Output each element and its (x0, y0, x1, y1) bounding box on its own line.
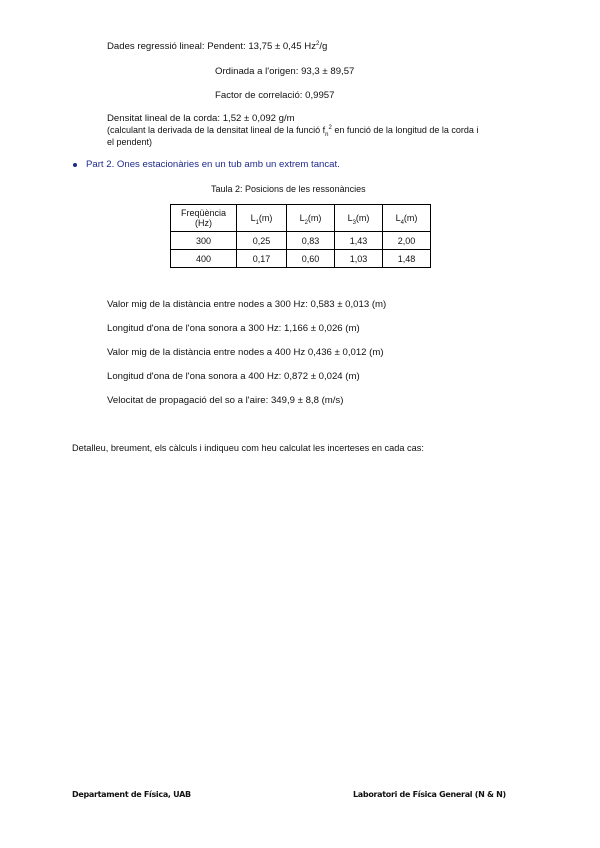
result-line: Valor mig de la distància entre nodes a 400 Hz 0,436 ± 0,012 (m) (107, 347, 384, 358)
header-l3-base: L (347, 213, 353, 223)
regression-slope-unit: /g (319, 41, 328, 52)
result-line: Longitud d'ona de l'ona sonora a 300 Hz: 1,166 ± 0,026 (m) (107, 323, 360, 334)
footer-right: Laboratori de Física General (N & N) (353, 790, 506, 799)
header-l4-unit: (m) (403, 213, 418, 223)
table-cell: 0,83 (287, 232, 335, 250)
table-cell: 300 (171, 232, 237, 250)
table-row (171, 232, 431, 250)
result-line: Velocitat de propagació del so a l'aire: 349,9 ± 8,8 (m/s) (107, 395, 344, 406)
footer-left: Departament de Física, UAB (72, 790, 191, 799)
header-l2 (287, 205, 335, 232)
regression-intercept: Ordinada a l'origen: 93,3 ± 89,57 (215, 66, 355, 77)
regression-correlation: Factor de correlació: 0,9957 (215, 90, 335, 101)
header-l2-base: L (299, 213, 305, 223)
result-line: Valor mig de la distància entre nodes a 300 Hz: 0,583 ± 0,013 (m) (107, 299, 387, 310)
header-l1-base: L (250, 213, 256, 223)
header-l4-sub: 4 (400, 219, 404, 226)
table-cell: 0,60 (287, 250, 335, 268)
header-frequency-line-2: (Hz) (195, 218, 212, 228)
density-subscript: n (325, 131, 329, 138)
instructions: Detalleu, breument, els càlculs i indiqueu com heu calculat les incerteses en cada cas: (72, 443, 424, 453)
table-cell: 2,00 (383, 232, 431, 250)
result-line: Longitud d'ona de l'ona sonora a 400 Hz: 0,872 ± 0,024 (m) (107, 371, 360, 382)
density-line-3: el pendent) (107, 137, 153, 147)
table-cell: 1,43 (335, 232, 383, 250)
density-line-2 (107, 125, 479, 138)
table-header-row (171, 205, 431, 232)
header-l1-sub: 1 (255, 219, 259, 226)
table-cell: 0,17 (237, 250, 287, 268)
header-l2-sub: 2 (304, 219, 308, 226)
resonance-table (170, 204, 431, 268)
table-cell: 400 (171, 250, 237, 268)
header-l4-base: L (395, 213, 401, 223)
regression-slope-exponent: 2 (316, 40, 320, 47)
table-row (171, 250, 431, 268)
header-l3-unit: (m) (355, 213, 370, 223)
table-cell: 0,25 (237, 232, 287, 250)
header-l1 (237, 205, 287, 232)
density-line-2-b: en funció de la longitud de la corda i (331, 125, 479, 135)
bullet-icon (73, 163, 77, 167)
density-superscript: 2 (328, 125, 332, 131)
header-l1-unit: (m) (258, 213, 273, 223)
header-l4 (383, 205, 431, 232)
density-line-1: Densitat lineal de la corda: 1,52 ± 0,092 g/m (107, 113, 295, 124)
regression-slope (107, 41, 327, 52)
table-cell: 1,48 (383, 250, 431, 268)
header-l3 (335, 205, 383, 232)
part2-heading: Part 2. Ones estacionàries en un tub amb un extrem tancat. (86, 159, 340, 170)
header-l2-unit: (m) (307, 213, 322, 223)
header-l3-sub: 3 (352, 219, 356, 226)
header-frequency (171, 205, 237, 232)
table-caption: Taula 2: Posicions de les ressonàncies (211, 184, 366, 194)
density-line-2-a: (calculant la derivada de la densitat lineal de la funció f (107, 125, 326, 135)
header-frequency-line-1: Freqüència (180, 208, 227, 218)
table-cell: 1,03 (335, 250, 383, 268)
regression-slope-text: Dades regressió lineal: Pendent: 13,75 ± 0,45 Hz (107, 41, 316, 52)
